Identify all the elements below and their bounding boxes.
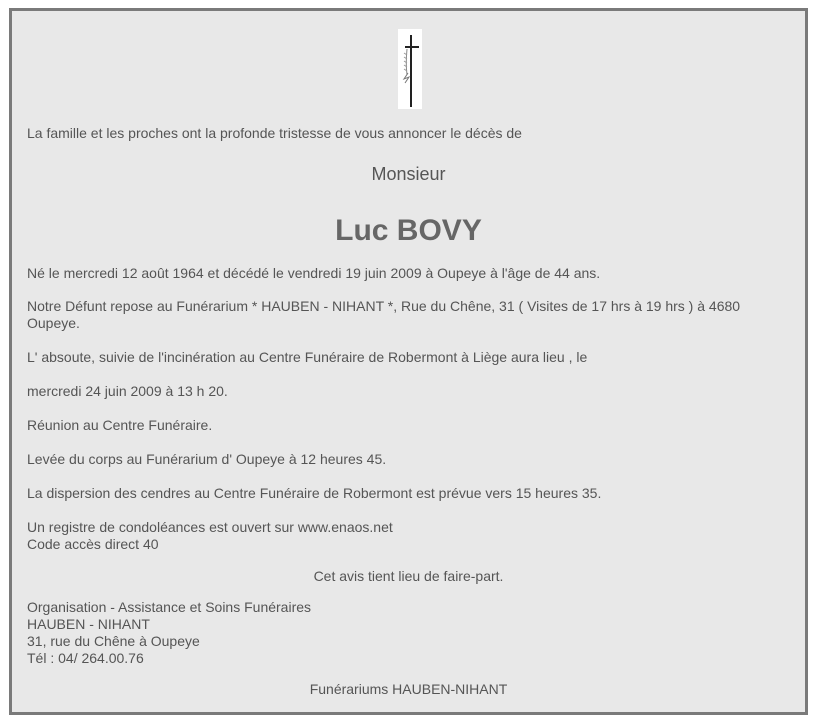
levee-text: Levée du corps au Funérarium d' Oupeye à 12 heures 45.: [27, 451, 387, 467]
organisation-phone: Tél : 04/ 264.00.76: [27, 650, 144, 666]
ceremony-date: mercredi 24 juin 2009 à 13 h 20.: [27, 383, 228, 399]
birth-death-text: Né le mercredi 12 août 1964 et décédé le vendredi 19 juin 2009 à Oupeye à l'âge de 44 ans.: [27, 265, 601, 281]
registre-text-line1: Un registre de condoléances est ouvert sur www.enaos.net: [27, 519, 393, 535]
dispersion-text: La dispersion des cendres au Centre Funéraire de Robermont est prévue vers 15 heures 35.: [27, 485, 602, 501]
organisation-line1: Organisation - Assistance et Soins Funéraires: [27, 599, 312, 615]
reunion-text: Réunion au Centre Funéraire.: [27, 417, 213, 433]
cross-emblem: [398, 29, 422, 109]
repose-text-line1: Notre Défunt repose au Funérarium * HAUBEN - NIHANT *, Rue du Chêne, 31 ( Visites de 17 hrs à 19 hrs ) à 4680: [27, 298, 741, 314]
cross-with-wheat-icon: [398, 29, 422, 109]
organisation-line2: HAUBEN - NIHANT: [27, 616, 150, 632]
honorific-title: Monsieur: [371, 164, 446, 184]
footer-signature: Funérariums HAUBEN-NIHANT: [309, 681, 508, 697]
absoute-text: L' absoute, suivie de l'incinération au Centre Funéraire de Robermont à Liège aura lieu , le: [27, 349, 588, 365]
deceased-name: Luc BOVY: [335, 214, 482, 247]
repose-text-line2: Oupeye.: [27, 315, 80, 331]
avis-text: Cet avis tient lieu de faire-part.: [313, 568, 504, 584]
intro-text: La famille et les proches ont la profonde tristesse de vous annoncer le décès de: [27, 125, 522, 141]
death-notice-card: [9, 8, 808, 715]
organisation-line3: 31, rue du Chêne à Oupeye: [27, 633, 200, 649]
registre-text-line2: Code accès direct 40: [27, 536, 159, 552]
